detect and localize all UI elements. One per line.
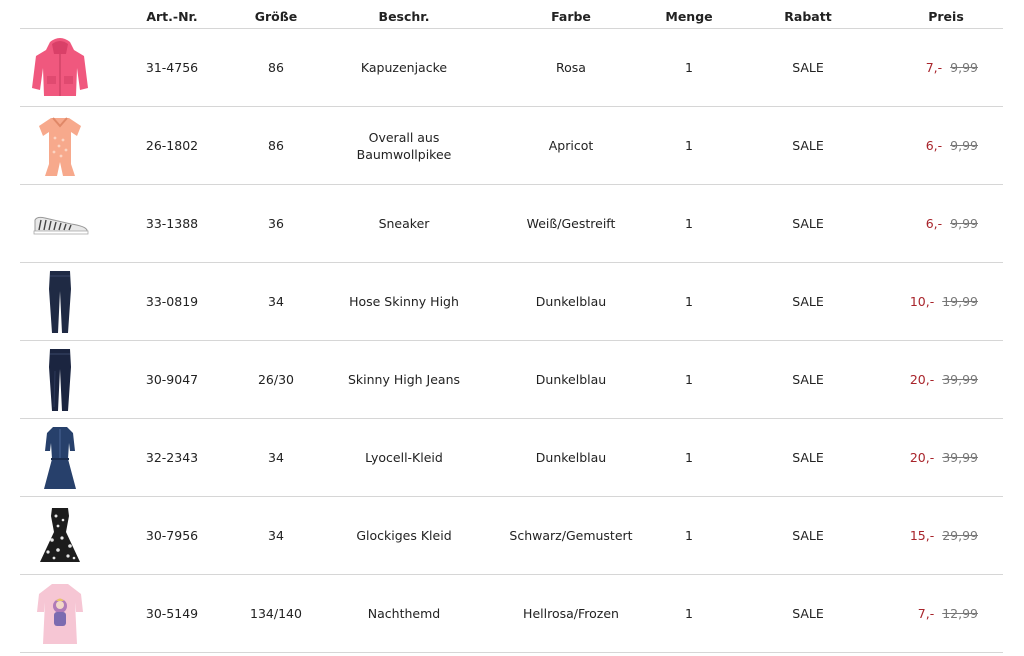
- price: [926, 107, 978, 184]
- description: Glockiges Kleid: [356, 528, 452, 543]
- sale-price: 7,-: [925, 60, 943, 75]
- description: Overall aus Baumwollpikee: [356, 129, 452, 162]
- color: Schwarz/Gemustert: [509, 528, 633, 543]
- price: [910, 263, 978, 340]
- price: [926, 29, 978, 106]
- size: 34: [268, 528, 284, 543]
- color: Dunkelblau: [535, 294, 607, 309]
- discount: SALE: [792, 606, 824, 621]
- col-header-description: Beschr.: [378, 9, 430, 24]
- quantity: 1: [685, 528, 693, 543]
- discount: SALE: [792, 138, 824, 153]
- color: Dunkelblau: [535, 450, 607, 465]
- size: 86: [268, 138, 284, 153]
- sale-price: 20,-: [909, 450, 935, 465]
- table-row: [20, 107, 1003, 185]
- original-price: 9,99: [950, 60, 978, 75]
- table-header: [20, 0, 1003, 29]
- color: Hellrosa/Frozen: [523, 606, 619, 621]
- size: 34: [268, 294, 284, 309]
- col-header-price: Preis: [928, 9, 964, 24]
- sale-price: 7,-: [917, 606, 935, 621]
- table-row: [20, 185, 1003, 263]
- description: Nachthemd: [367, 606, 441, 621]
- art-nr: 30-7956: [145, 528, 199, 543]
- sale-price: 6,-: [925, 216, 943, 231]
- table-row: [20, 497, 1003, 575]
- original-price: 39,99: [942, 372, 978, 387]
- jeans-icon[interactable]: [25, 267, 95, 337]
- col-header-size: Größe: [254, 9, 298, 24]
- price: [910, 341, 978, 418]
- color: Dunkelblau: [535, 372, 607, 387]
- sale-price: 10,-: [909, 294, 935, 309]
- original-price: 9,99: [950, 138, 978, 153]
- price: [918, 575, 978, 652]
- table-row: [20, 341, 1003, 419]
- original-price: 39,99: [942, 450, 978, 465]
- original-price: 9,99: [950, 216, 978, 231]
- quantity: 1: [685, 294, 693, 309]
- art-nr: 30-5149: [145, 606, 199, 621]
- art-nr: 33-0819: [145, 294, 199, 309]
- size: 26/30: [257, 372, 295, 387]
- quantity: 1: [685, 372, 693, 387]
- discount: SALE: [792, 60, 824, 75]
- quantity: 1: [685, 60, 693, 75]
- sale-price: 15,-: [909, 528, 935, 543]
- table-row: [20, 419, 1003, 497]
- quantity: 1: [685, 216, 693, 231]
- description: Kapuzenjacke: [360, 60, 448, 75]
- sale-price: 6,-: [925, 138, 943, 153]
- art-nr: 32-2343: [145, 450, 199, 465]
- sale-price: 20,-: [909, 372, 935, 387]
- col-header-color: Farbe: [551, 9, 591, 24]
- romper-icon[interactable]: [25, 111, 95, 181]
- description: Sneaker: [378, 216, 430, 231]
- description: Hose Skinny High: [349, 294, 459, 309]
- price: [926, 185, 978, 262]
- order-table: [20, 0, 1003, 653]
- col-header-quantity: Menge: [665, 9, 713, 24]
- table-row: [20, 29, 1003, 107]
- art-nr: 31-4756: [145, 60, 199, 75]
- table-row: [20, 263, 1003, 341]
- original-price: 19,99: [942, 294, 978, 309]
- description: Skinny High Jeans: [347, 372, 461, 387]
- discount: SALE: [792, 294, 824, 309]
- jeans-icon[interactable]: [25, 345, 95, 415]
- size: 36: [268, 216, 284, 231]
- art-nr: 33-1388: [145, 216, 199, 231]
- patterned-dress-icon[interactable]: [25, 501, 95, 571]
- dress-icon[interactable]: [25, 423, 95, 493]
- color: Apricot: [548, 138, 594, 153]
- price: [910, 419, 978, 496]
- col-header-art-nr: Art.-Nr.: [146, 9, 198, 24]
- art-nr: 26-1802: [145, 138, 199, 153]
- table-row: [20, 575, 1003, 653]
- description: Lyocell-Kleid: [365, 450, 443, 465]
- discount: SALE: [792, 216, 824, 231]
- quantity: 1: [685, 606, 693, 621]
- size: 134/140: [250, 606, 302, 621]
- quantity: 1: [685, 450, 693, 465]
- art-nr: 30-9047: [145, 372, 199, 387]
- color: Weiß/Gestreift: [526, 216, 616, 231]
- original-price: 29,99: [942, 528, 978, 543]
- quantity: 1: [685, 138, 693, 153]
- sneaker-icon[interactable]: [25, 189, 95, 259]
- hoodie-icon[interactable]: [25, 33, 95, 103]
- original-price: 12,99: [942, 606, 978, 621]
- nightgown-icon[interactable]: [25, 579, 95, 649]
- size: 86: [268, 60, 284, 75]
- size: 34: [268, 450, 284, 465]
- price: [910, 497, 978, 574]
- col-header-discount: Rabatt: [784, 9, 832, 24]
- discount: SALE: [792, 528, 824, 543]
- discount: SALE: [792, 450, 824, 465]
- discount: SALE: [792, 372, 824, 387]
- color: Rosa: [556, 60, 586, 75]
